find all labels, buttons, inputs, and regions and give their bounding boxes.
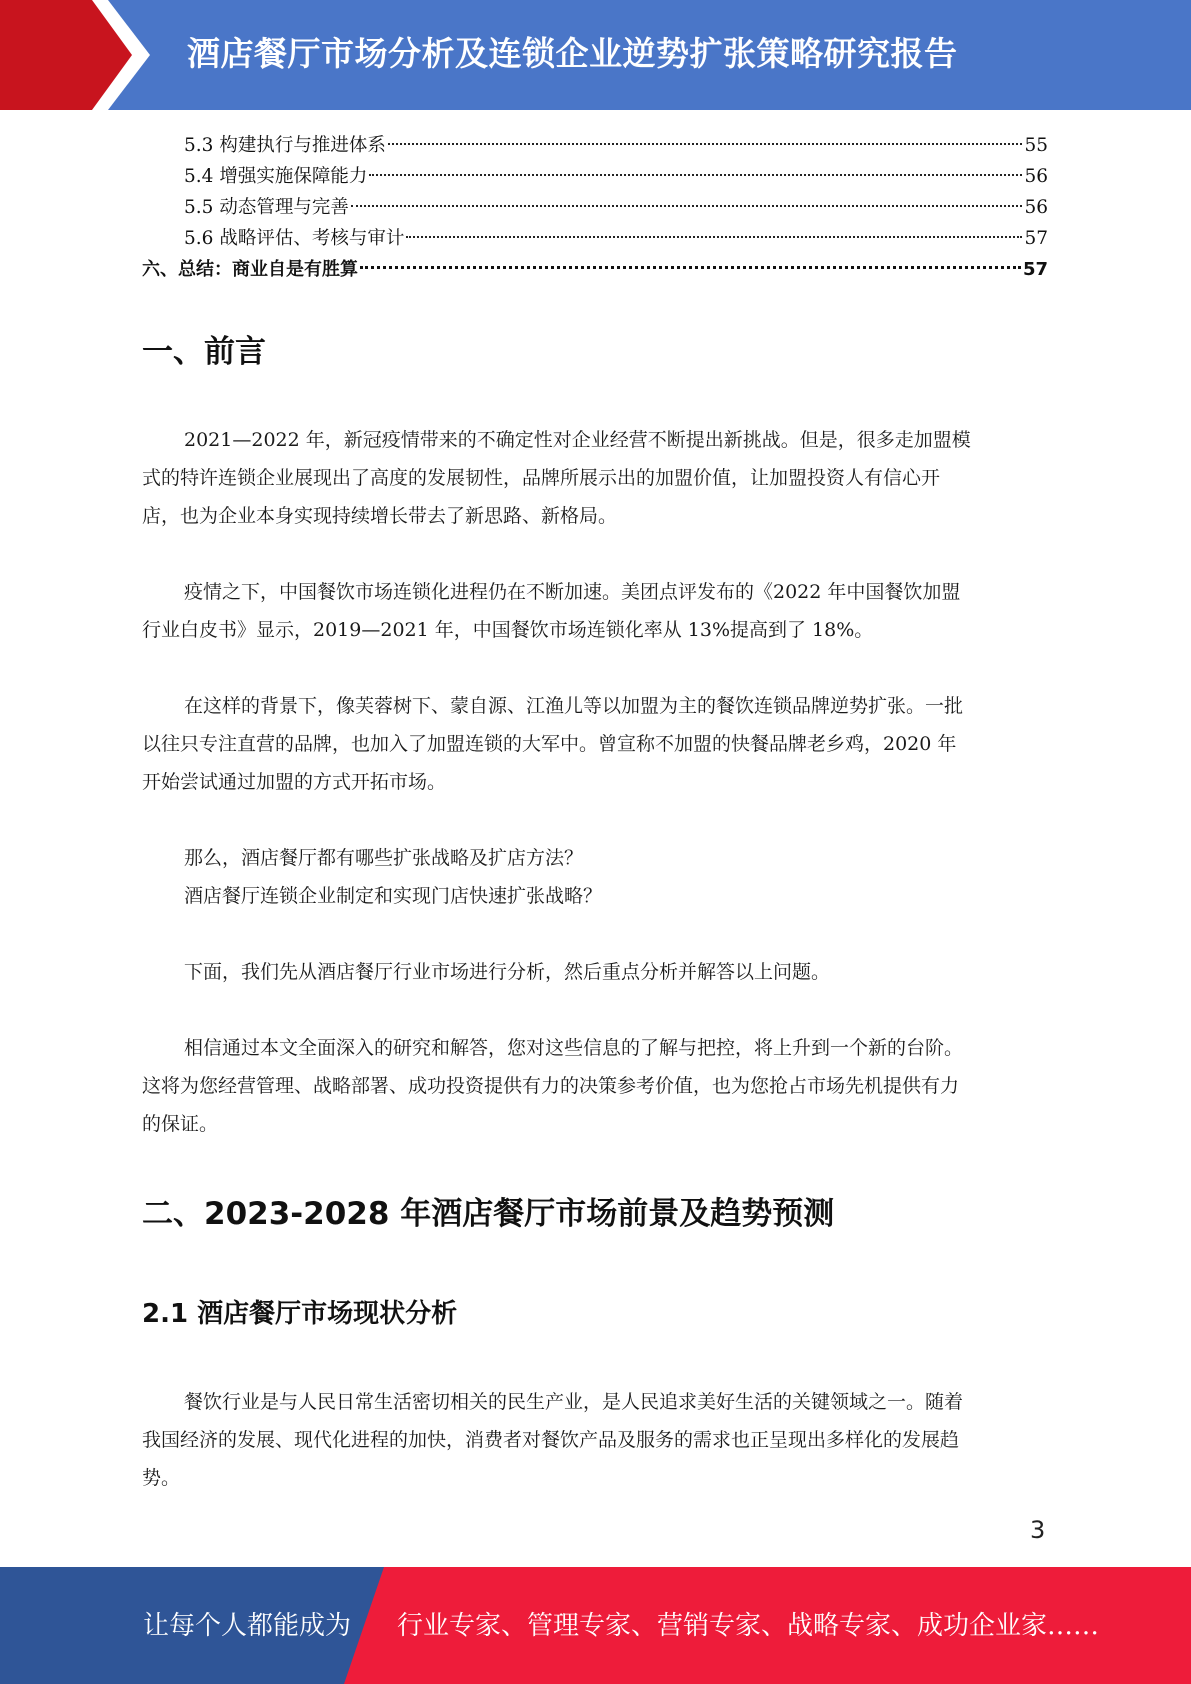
toc-leader-dots xyxy=(369,174,1022,176)
paragraph-line: 下面，我们先从酒店餐厅行业市场进行分析，然后重点分析并解答以上问题。 xyxy=(184,961,831,983)
toc-entry-number: 5.3 xyxy=(184,135,214,156)
toc-entry-page: 57 xyxy=(1024,228,1048,249)
toc-leader-dots xyxy=(406,236,1022,238)
toc-entry-number: 六、 xyxy=(142,259,178,280)
footer-slogan-right: 行业专家、管理专家、营销专家、战略专家、成功企业家…… xyxy=(397,1611,1100,1641)
toc-entry-title: 战略评估、考核与审计 xyxy=(219,228,405,249)
header-title: 酒店餐厅市场分析及连锁企业逆势扩张策略研究报告 xyxy=(187,34,958,73)
toc-entry-title: 动态管理与完善 xyxy=(219,197,349,218)
paragraph xyxy=(142,421,1048,535)
paragraph-line: 式的特许连锁企业展现出了高度的发展韧性，品牌所展示出的加盟价值，让加盟投资人有信心开 xyxy=(142,467,941,489)
paragraph-line: 相信通过本文全面深入的研究和解答，您对这些信息的了解与把控，将上升到一个新的台阶。 xyxy=(184,1037,964,1059)
paragraph-line: 势。 xyxy=(142,1467,181,1489)
toc-entry[interactable] xyxy=(142,223,1048,254)
section-heading-forecast: 二、2023-2028 年酒店餐厅市场前景及趋势预测 xyxy=(142,1196,835,1232)
paragraph-line: 疫情之下，中国餐饮市场连锁化进程仍在不断加速。美团点评发布的《2022 年中国餐饮加盟 xyxy=(184,581,961,603)
toc-entry-page: 57 xyxy=(1022,259,1048,280)
toc-entry-page: 56 xyxy=(1024,197,1048,218)
toc-entry[interactable] xyxy=(142,161,1048,192)
toc-leader-dots xyxy=(360,266,1021,269)
paragraph-line: 的保证。 xyxy=(142,1113,219,1135)
toc-entry-title: 总结：商业自是有胜算 xyxy=(178,259,358,280)
paragraph-line: 在这样的背景下，像芙蓉树下、蒙自源、江渔儿等以加盟为主的餐饮连锁品牌逆势扩张。一批 xyxy=(184,695,964,717)
paragraph-line: 行业白皮书》显示，2019—2021 年，中国餐饮市场连锁化率从 13%提高到了 18%。 xyxy=(142,619,874,641)
toc-leader-dots xyxy=(351,205,1023,207)
paragraph-line: 餐饮行业是与人民日常生活密切相关的民生产业，是人民追求美好生活的关键领域之一。随着 xyxy=(184,1391,964,1413)
toc-entry-number: 5.4 xyxy=(184,166,214,187)
page-header xyxy=(0,0,1191,110)
paragraph-line: 开始尝试通过加盟的方式开拓市场。 xyxy=(142,771,447,793)
toc-entry-number: 5.5 xyxy=(184,197,214,218)
paragraph-line: 店，也为企业本身实现持续增长带去了新思路、新格局。 xyxy=(142,505,618,527)
toc-entry-page: 56 xyxy=(1024,166,1048,187)
paragraph xyxy=(142,687,1048,801)
paragraph-line: 这将为您经营管理、战略部署、成功投资提供有力的决策参考价值，也为您抢占市场先机提供有力 xyxy=(142,1075,960,1097)
toc-entry[interactable] xyxy=(142,192,1048,223)
table-of-contents xyxy=(142,130,1048,285)
toc-leader-dots xyxy=(388,143,1023,145)
paragraph-line: 我国经济的发展、现代化进程的加快，消费者对餐饮产品及服务的需求也正呈现出多样化的发展趋 xyxy=(142,1429,960,1451)
paragraph xyxy=(142,1383,1048,1497)
paragraph xyxy=(142,1029,1048,1143)
toc-entry-number: 5.6 xyxy=(184,228,214,249)
paragraph xyxy=(142,953,1048,991)
paragraph-questions xyxy=(142,839,1048,915)
toc-entry-title: 构建执行与推进体系 xyxy=(219,135,386,156)
question-line: 那么，酒店餐厅都有哪些扩张战略及扩店方法？ xyxy=(184,847,584,869)
section-heading-preface: 一、前言 xyxy=(142,334,266,370)
toc-entry-main[interactable] xyxy=(142,254,1048,285)
toc-entry-title: 增强实施保障能力 xyxy=(219,166,368,187)
paragraph xyxy=(142,573,1048,649)
toc-entry-page: 55 xyxy=(1024,135,1048,156)
page-number: 3 xyxy=(1030,1516,1046,1544)
footer-slogan-left: 让每个人都能成为 xyxy=(143,1611,352,1641)
page-footer xyxy=(0,1567,1191,1684)
toc-entry[interactable] xyxy=(142,130,1048,161)
paragraph-line: 以往只专注直营的品牌，也加入了加盟连锁的大军中。曾宣称不加盟的快餐品牌老乡鸡，2020 年 xyxy=(142,733,957,755)
question-line: 酒店餐厅连锁企业制定和实现门店快速扩张战略？ xyxy=(184,885,603,907)
paragraph-line: 2021—2022 年，新冠疫情带来的不确定性对企业经营不断提出新挑战。但是，很多走加盟模 xyxy=(184,429,971,451)
subsection-heading: 2.1 酒店餐厅市场现状分析 xyxy=(142,1299,458,1329)
